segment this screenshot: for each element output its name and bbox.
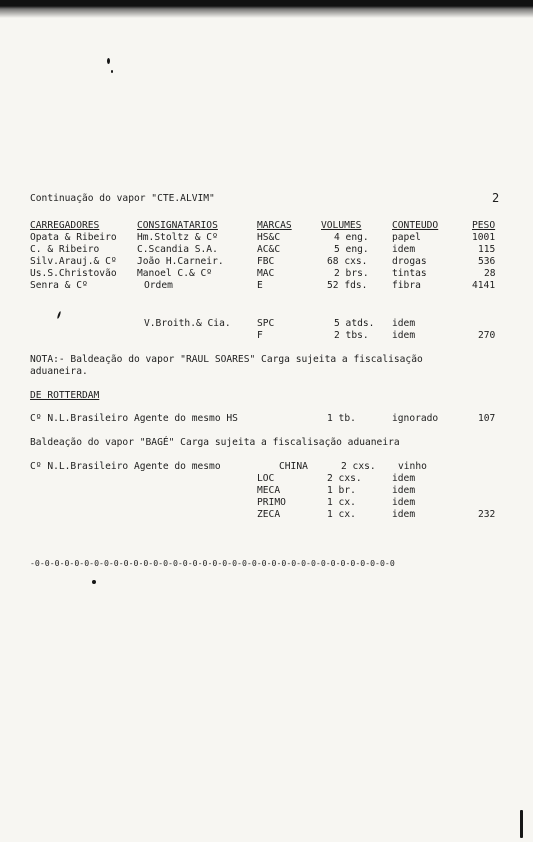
ink-speck (520, 810, 523, 838)
col-header-carregadores: CARREGADORES (30, 220, 100, 231)
bage-transshipment-note: Baldeação do vapor "BAGÉ" Carga sujeita a fiscalisação aduaneira (30, 437, 400, 448)
rotterdam-shipper: Cº N.L.Brasileiro Agente do mesmo HS (30, 413, 238, 424)
separator-line: -0-0-0-0-0-0-0-0-0-0-0-0-0-0-0-0-0-0-0-0-0-0-0-0-0-0-0-0-0-0-0-0-0-0-0-0-0 (30, 558, 395, 568)
row-3-content: drogas (392, 256, 427, 267)
group2-mark-1: SPC (257, 318, 275, 329)
china-content-1: vinho (398, 461, 427, 472)
china-content-3: idem (392, 485, 416, 496)
scan-dark-edge (0, 0, 533, 18)
china-volume-3: 1 br. (327, 485, 356, 496)
row-5-volume: 52 fds. (327, 280, 368, 291)
row-2-content: idem (392, 244, 416, 255)
row-4-weight: 28 (484, 268, 496, 279)
row-2-shipper: C. & Ribeiro (30, 244, 100, 255)
rotterdam-volume: 1 tb. (327, 413, 356, 424)
row-1-volume: 4 eng. (334, 232, 369, 243)
china-weight-total: 232 (478, 509, 496, 520)
row-2-mark: AC&C (257, 244, 281, 255)
page-number: 2 (492, 191, 500, 205)
row-4-consignee: Manoel C.& Cº (137, 268, 213, 279)
china-mark-1: CHINA (279, 461, 308, 472)
china-content-5: idem (392, 509, 416, 520)
row-5-consignee: Ordem (144, 280, 173, 291)
rotterdam-content: ignorado (392, 413, 439, 424)
col-header-marcas: MARCAS (257, 220, 292, 231)
row-5-shipper: Senra & Cº (30, 280, 88, 291)
row-4-volume: 2 brs. (334, 268, 369, 279)
china-volume-1: 2 cxs. (341, 461, 376, 472)
rotterdam-weight: 107 (478, 413, 496, 424)
china-mark-2: LOC (257, 473, 275, 484)
row-5-content: fibra (392, 280, 421, 291)
row-1-mark: HS&C (257, 232, 281, 243)
ink-speck (57, 311, 62, 319)
row-1-weight: 1001 (472, 232, 496, 243)
row-2-weight: 115 (478, 244, 496, 255)
nota-line-2: aduaneira. (30, 366, 88, 377)
col-header-consignatarios: CONSIGNATARIOS (137, 220, 218, 231)
group2-volume-2: 2 tbs. (334, 330, 369, 341)
group2-mark-2: F (257, 330, 263, 341)
document-title: Continuação do vapor "CTE.ALVIM" (30, 193, 215, 204)
row-4-shipper: Us.S.Christovão (30, 268, 117, 279)
china-volume-5: 1 cx. (327, 509, 356, 520)
group2-content-2: idem (392, 330, 416, 341)
group2-volume-1: 5 atds. (334, 318, 375, 329)
row-2-consignee: C.Scandia S.A. (137, 244, 218, 255)
col-header-conteudo: CONTEUDO (392, 220, 439, 231)
china-mark-4: PRIMO (257, 497, 286, 508)
nota-line-1: NOTA:- Baldeação do vapor "RAUL SOARES" Carga sujeita a fiscalisação (30, 354, 423, 365)
ink-speck (111, 70, 113, 73)
group2-consignee: V.Broith.& Cia. (144, 318, 231, 329)
row-1-shipper: Opata & Ribeiro (30, 232, 117, 243)
group2-weight: 270 (478, 330, 496, 341)
row-3-volume: 68 cxs. (327, 256, 368, 267)
row-3-shipper: Silv.Arauj.& Cº (30, 256, 117, 267)
ink-speck (107, 58, 110, 64)
row-1-consignee: Hm.Stoltz & Cº (137, 232, 218, 243)
section-heading-rotterdam: DE ROTTERDAM (30, 390, 100, 401)
china-mark-5: ZECA (257, 509, 281, 520)
row-5-mark: E (257, 280, 263, 291)
china-content-2: idem (392, 473, 416, 484)
row-1-content: papel (392, 232, 421, 243)
col-header-volumes: VOLUMES (321, 220, 362, 231)
china-content-4: idem (392, 497, 416, 508)
ink-speck (92, 580, 96, 584)
col-header-peso: PESO (472, 220, 496, 231)
china-volume-2: 2 cxs. (327, 473, 362, 484)
group2-content-1: idem (392, 318, 416, 329)
china-mark-3: MECA (257, 485, 281, 496)
china-shipper: Cº N.L.Brasileiro Agente do mesmo (30, 461, 221, 472)
china-volume-4: 1 cx. (327, 497, 356, 508)
row-3-weight: 536 (478, 256, 496, 267)
row-4-content: tintas (392, 268, 427, 279)
row-4-mark: MAC (257, 268, 275, 279)
row-3-consignee: João H.Carneir. (137, 256, 224, 267)
row-2-volume: 5 eng. (334, 244, 369, 255)
row-5-weight: 4141 (472, 280, 496, 291)
row-3-mark: FBC (257, 256, 275, 267)
